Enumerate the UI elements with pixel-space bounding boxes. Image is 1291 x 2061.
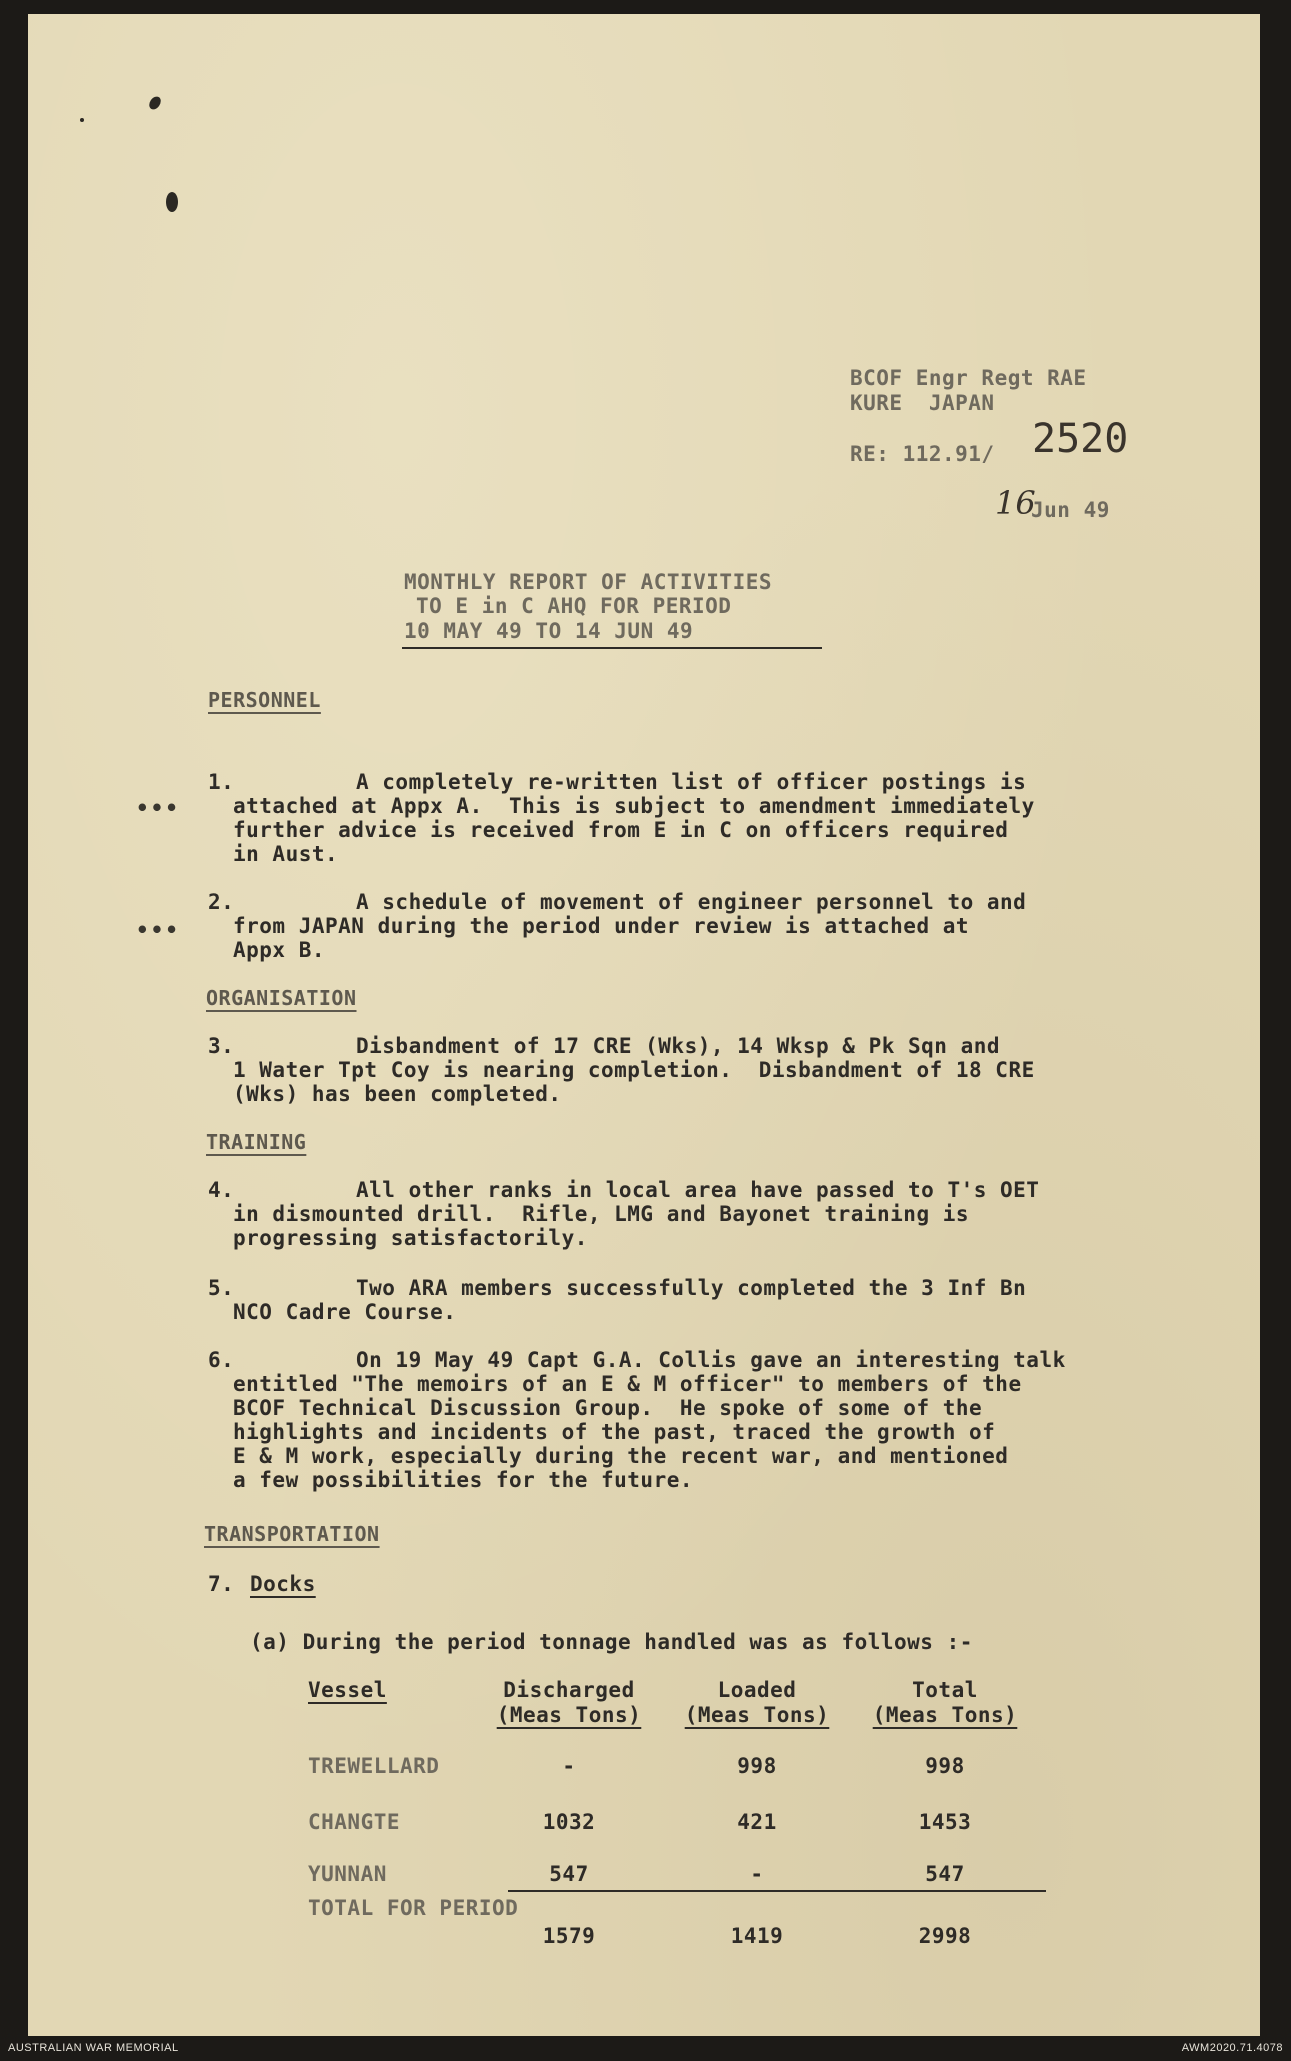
table-row-1-total: 998 [925, 1754, 965, 1778]
para-5-number: 5. [208, 1276, 235, 1300]
punch-mark-bottom [166, 192, 178, 212]
title-line-2: TO E in C AHQ FOR PERIOD [416, 594, 732, 618]
section-organisation: ORGANISATION [206, 986, 357, 1010]
unit-line-1: BCOF Engr Regt RAE [850, 366, 1087, 390]
table-row-1-loaded: 998 [737, 1754, 777, 1778]
para-3-line-3: (Wks) has been completed. [233, 1082, 562, 1106]
para-4-line-3: progressing satisfactorily. [233, 1226, 588, 1250]
table-header-vessel: Vessel [308, 1678, 387, 1702]
table-header-total-unit: (Meas Tons) [872, 1703, 1018, 1727]
table-row-3-loaded: - [750, 1862, 764, 1886]
table-row-2-discharged: 1032 [542, 1810, 596, 1834]
document-page [28, 14, 1260, 2036]
para-6-line-1: On 19 May 49 Capt G.A. Collis gave an interesting talk [356, 1348, 1066, 1372]
para-5-line-2: NCO Cadre Course. [233, 1300, 457, 1324]
para-4-line-2: in dismounted drill. Rifle, LMG and Bayonet training is [233, 1202, 970, 1226]
para-1-line-2: attached at Appx A. This is subject to amendment immediately [233, 794, 1035, 818]
para-2-line-3: Appx B. [233, 938, 326, 962]
section-training: TRAINING [206, 1130, 307, 1154]
para-1-line-1: A completely re-written list of officer postings is [356, 770, 1027, 794]
table-row-2-total: 1453 [918, 1810, 972, 1834]
section-personnel: PERSONNEL [208, 688, 321, 712]
table-row-3-vessel: YUNNAN [308, 1862, 387, 1886]
table-row-3-total: 547 [925, 1862, 965, 1886]
para-6-number: 6. [208, 1348, 235, 1372]
table-total-rule [508, 1890, 1046, 1892]
para-6-line-2: entitled "The memoirs of an E & M officer" to members of the [233, 1372, 1022, 1396]
para-6-line-3: BCOF Technical Discussion Group. He spoke of some of the [233, 1396, 983, 1420]
section-transportation: TRANSPORTATION [204, 1522, 380, 1546]
para-5-line-1: Two ARA members successfully completed the 3 Inf Bn [356, 1276, 1027, 1300]
table-total-label: TOTAL FOR PERIOD [308, 1896, 519, 1920]
para-6-line-5: E & M work, especially during the recent war, and mentioned [233, 1444, 1009, 1468]
table-row-2-vessel: CHANGTE [308, 1810, 401, 1834]
punch-mark-dot [80, 118, 84, 122]
table-total-discharged: 1579 [542, 1924, 596, 1948]
title-underline [402, 647, 822, 649]
para-2-line-1: A schedule of movement of engineer personnel to and [356, 890, 1027, 914]
margin-mark-1: ••• [136, 796, 180, 820]
punch-mark-top [147, 94, 163, 111]
date-rest: Jun 49 [1031, 498, 1110, 522]
reference-number: 2520 [1032, 416, 1129, 462]
para-3-number: 3. [208, 1034, 235, 1058]
title-line-1: MONTHLY REPORT OF ACTIVITIES [404, 570, 773, 594]
reference-prefix: RE: 112.91/ [850, 442, 995, 466]
para-1-line-4: in Aust. [233, 842, 339, 866]
table-header-discharged-unit: (Meas Tons) [496, 1703, 642, 1727]
para-7-heading: Docks [250, 1572, 316, 1596]
table-row-1-vessel: TREWELLARD [308, 1754, 440, 1778]
para-1-line-3: further advice is received from E in C on officers required [233, 818, 1009, 842]
para-7-number: 7. [208, 1572, 235, 1596]
para-4-number: 4. [208, 1178, 235, 1202]
para-2-number: 2. [208, 890, 235, 914]
table-row-3-discharged: 547 [549, 1862, 589, 1886]
para-7-subsection-a: (a) During the period tonnage handled was as follows :- [250, 1630, 973, 1654]
para-6-line-4: highlights and incidents of the past, traced the growth of [233, 1420, 996, 1444]
table-header-loaded-unit: (Meas Tons) [684, 1703, 830, 1727]
margin-mark-2: ••• [136, 918, 180, 942]
footer-archive-name: AUSTRALIAN WAR MEMORIAL [8, 2042, 179, 2054]
para-3-line-1: Disbandment of 17 CRE (Wks), 14 Wksp & Pk Sqn and [356, 1034, 1001, 1058]
table-header-loaded: Loaded [717, 1678, 797, 1702]
table-total-total: 2998 [918, 1924, 972, 1948]
date-day-handwritten: 16 [995, 484, 1036, 522]
table-total-loaded: 1419 [730, 1924, 784, 1948]
table-header-discharged: Discharged [503, 1678, 635, 1702]
table-row-1-discharged: - [562, 1754, 576, 1778]
unit-line-2: KURE JAPAN [850, 391, 995, 415]
para-6-line-6: a few possibilities for the future. [233, 1468, 694, 1492]
para-4-line-1: All other ranks in local area have passed to T's OET [356, 1178, 1040, 1202]
para-1-number: 1. [208, 770, 235, 794]
table-row-2-loaded: 421 [737, 1810, 777, 1834]
title-line-3: 10 MAY 49 TO 14 JUN 49 [404, 619, 694, 643]
table-header-total: Total [912, 1678, 978, 1702]
para-3-line-2: 1 Water Tpt Coy is nearing completion. Disbandment of 18 CRE [233, 1058, 1035, 1082]
para-2-line-2: from JAPAN during the period under review is attached at [233, 914, 970, 938]
footer-accession-number: AWM2020.71.4078 [1181, 2042, 1283, 2054]
